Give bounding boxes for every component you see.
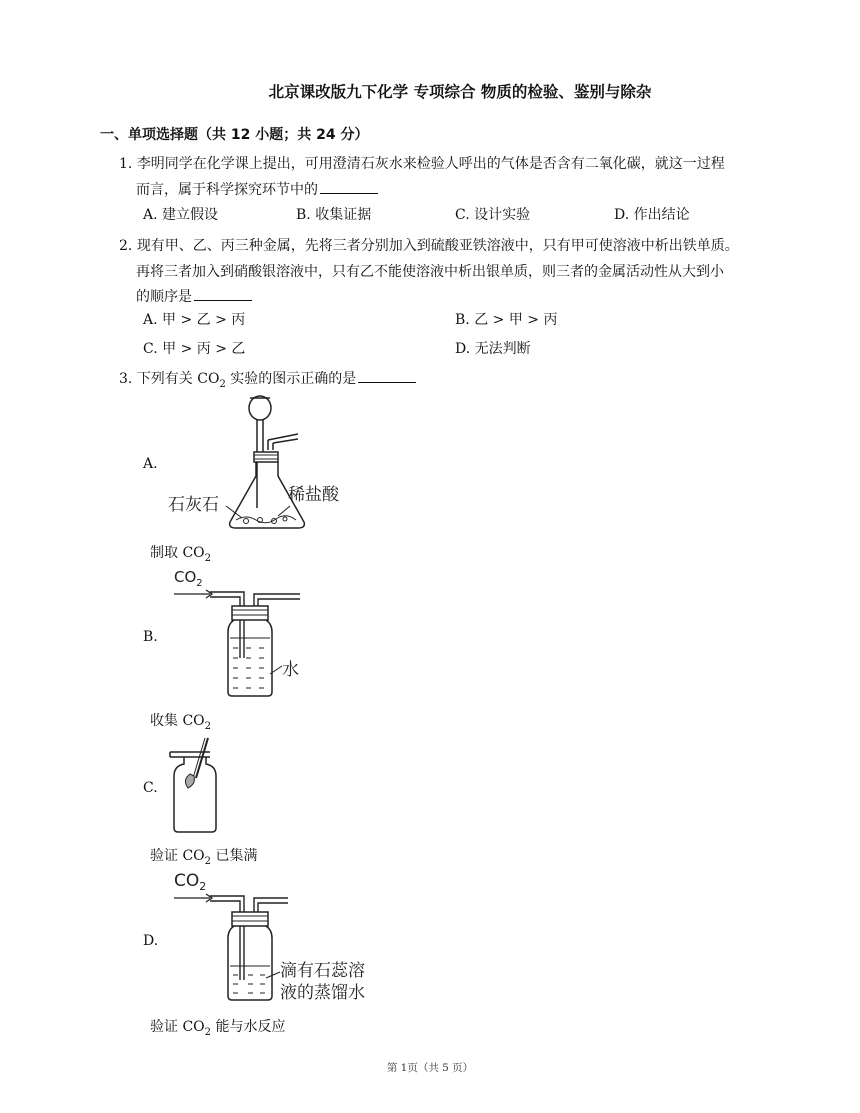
- question-1-line-1: [119, 153, 725, 173]
- question-1-line-2: [136, 179, 378, 199]
- figure-label-limestone: 石灰石: [168, 495, 219, 515]
- question-text: 现有甲、乙、丙三种金属，先将三者分别加入到硫酸亚铁溶液中，只有甲可使溶液中析出铁单质。: [136, 238, 739, 254]
- q2-option-d[interactable]: D. 无法判断: [455, 341, 531, 357]
- question-number: 1.: [119, 156, 133, 172]
- q3-option-d[interactable]: D.: [143, 933, 159, 949]
- figure-a-caption: 制取 $CO_2$: [150, 545, 212, 564]
- svg-text:CO2: $CO_2$: [174, 871, 207, 893]
- q2-option-c[interactable]: C. 甲 > 丙 > 乙: [143, 341, 246, 357]
- figure-b-caption: 收集 $CO_2$: [150, 713, 212, 732]
- question-text: 的顺序是: [136, 289, 192, 305]
- q3-option-a[interactable]: A.: [143, 456, 158, 472]
- question-text: 下列有关 $CO_2$ 实验的图示正确的是: [136, 371, 357, 390]
- question-2-line-2: [136, 261, 724, 281]
- figure-label-dilute-hcl: 稀盐酸: [288, 485, 339, 505]
- svg-text:CO2: $CO_2$: [174, 568, 203, 589]
- q2-option-a[interactable]: A. 甲 > 乙 > 丙: [143, 312, 246, 328]
- section-heading: 一、单项选择题（共 12 小题；共 24 分）: [100, 127, 369, 143]
- answer-blank[interactable]: [320, 181, 378, 194]
- figure-label-litmus-line-2: 液的蒸馏水: [280, 983, 365, 1003]
- answer-blank[interactable]: [358, 370, 416, 383]
- gas-bottle-litmus-water-figure: [170, 868, 400, 1008]
- figure-d-caption: 验证 $CO_2$ 能与水反应: [150, 1019, 286, 1038]
- q1-option-b[interactable]: B. 收集证据: [296, 207, 372, 223]
- answer-blank[interactable]: [194, 288, 252, 301]
- q1-option-a[interactable]: A. 建立假设: [143, 207, 219, 223]
- document-title: 北京课改版九下化学 专项综合 物质的检验、鉴别与除杂: [268, 83, 652, 101]
- question-number: 3.: [119, 371, 133, 387]
- figure-c-caption: 验证 $CO_2$ 已集满: [150, 848, 258, 867]
- q3-option-c[interactable]: C.: [143, 780, 158, 796]
- question-3-stem: [119, 368, 416, 390]
- question-text: 而言，属于科学探究环节中的: [136, 182, 318, 198]
- q2-option-b[interactable]: B. 乙 > 甲 > 丙: [455, 312, 558, 328]
- figure-label-water: 水: [282, 660, 299, 680]
- question-text: 李明同学在化学课上提出，可用澄清石灰水来检验人呼出的气体是否含有二氧化碳，就这一过程: [136, 156, 725, 172]
- question-number: 2.: [119, 238, 133, 254]
- erlenmeyer-flask-apparatus-figure: [160, 390, 360, 535]
- q3-option-b[interactable]: B.: [143, 629, 158, 645]
- figure-label-litmus-line-1: 滴有石蕊溶: [280, 961, 365, 981]
- page-footer: 第 1页（共 5 页）: [386, 1062, 474, 1074]
- gas-bottle-water-figure: [170, 566, 320, 701]
- question-2-line-1: [119, 235, 739, 255]
- gas-bottle-splint-figure: [160, 736, 240, 836]
- question-2-line-3: [136, 286, 252, 306]
- q1-option-d[interactable]: D. 作出结论: [614, 207, 690, 223]
- q1-option-c[interactable]: C. 设计实验: [455, 207, 531, 223]
- question-text: 再将三者加入到硝酸银溶液中，只有乙不能使溶液中析出银单质，则三者的金属活动性从大到小: [136, 264, 724, 280]
